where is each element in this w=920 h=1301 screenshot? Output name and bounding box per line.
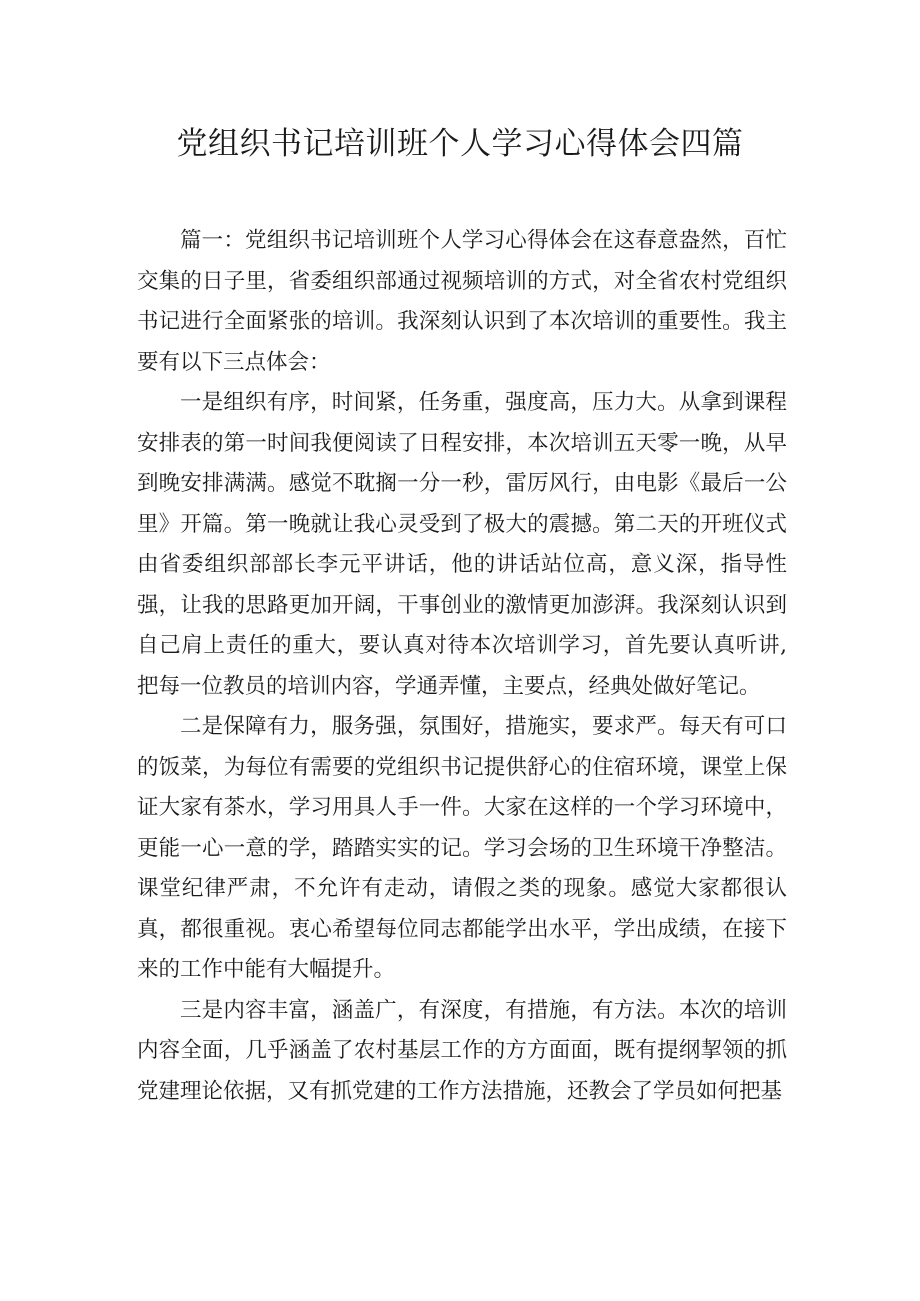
- paragraph: 一是组织有序，时间紧，任务重，强度高，压力大。从拿到课程安排表的第一时间我便阅读了日程安排，本次培训五天零一晚，从早到晚安排满满。感觉不耽搁一分一秒，雷厉风行，由电影《最后一公里》开篇。第一晚就让我心灵受到了极大的震撼。第二天的开班仪式由省委组织部部长李元平讲话，他的讲话站位高，意义深，指导性强，让我的思路更加开阔，干事创业的激情更加澎湃。我深刻认识到自己肩上责任的重大，要认真对待本次培训学习，首先要认真听讲,把每一位教员的培训内容，学通弄懂，主要点，经典处做好笔记。: [137, 390, 787, 699]
- document-title: 党组织书记培训班个人学习心得体会四篇: [176, 126, 744, 162]
- document-body: [137, 221, 787, 1112]
- paragraph: 二是保障有力，服务强，氛围好，措施实，要求严。每天有可口的饭菜，为每位有需要的党组织书记提供舒心的住宿环境，课堂上保证大家有茶水，学习用具人手一件。大家在这样的一个学习环境中，更能一心一意的学，踏踏实实的记。学习会场的卫生环境干净整洁。课堂纪律严肃，不允许有走动，请假之类的现象。感觉大家都很认真，都很重视。衷心希望每位同志都能学出水平，学出成绩，在接下来的工作中能有大幅提升。: [137, 714, 787, 982]
- paragraph: 三是内容丰富，涵盖广，有深度，有措施，有方法。本次的培训内容全面，几乎涵盖了农村基层工作的方方面面，既有提纲挈领的抓党建理论依据，又有抓党建的工作方法措施，还教会了学员如何把基: [137, 997, 787, 1104]
- paragraph: 篇一：党组织书记培训班个人学习心得体会在这春意盎然，百忙交集的日子里，省委组织部通过视频培训的方式，对全省农村党组织书记进行全面紧张的培训。我深刻认识到了本次培训的重要性。我主要有以下三点体会：: [137, 228, 787, 375]
